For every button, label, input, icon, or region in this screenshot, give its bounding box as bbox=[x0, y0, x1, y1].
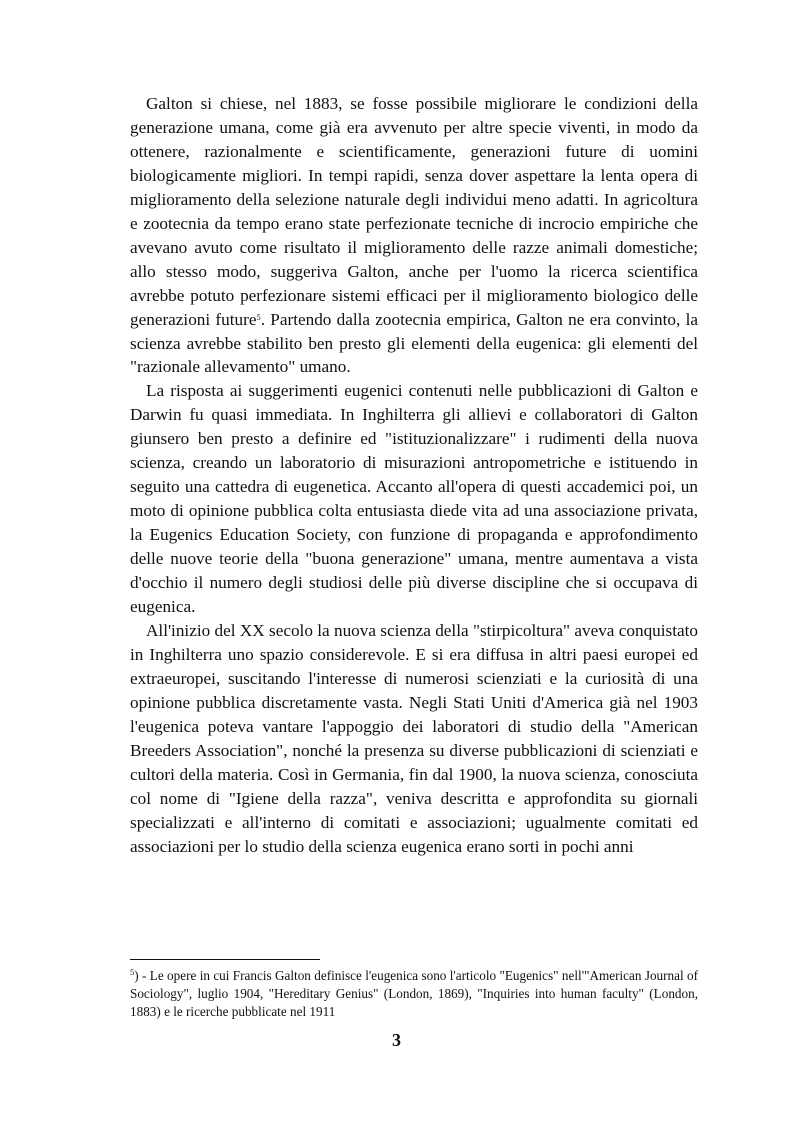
footnote-reference: 5 bbox=[256, 311, 261, 322]
paragraph-1 bbox=[130, 92, 698, 379]
paragraph-3: All'inizio del XX secolo la nuova scienza della "stirpicoltura" aveva conquistato in Inghilterra uno spazio considerevole. E si era diffusa in altri paesi europei ed extraeuropei, suscitando l'interesse di numerosi scienziati e la curiosità di una opinione pubblica discretamente vasta. Negli Stati Uniti d'America già nel 1903 l'eugenica poteva vantare l'appoggio dei laboratori di studio della "American Breeders Association", nonché la presenza su diverse pubblicazioni di scienziati e cultori della materia. Così in Germania, fin dal 1900, la nuova scienza, conosciuta col nome di "Igiene della razza", veniva descritta e approfondita su giornali specializzati e all'interno di comitati e associazioni; ugualmente comitati ed associazioni per lo studio della scienza eugenica erano sorti in pochi anni bbox=[130, 620, 698, 856]
body-text bbox=[130, 92, 698, 859]
page-number: 3 bbox=[392, 1030, 401, 1050]
footnote-mark: 5 bbox=[130, 967, 135, 977]
footnote bbox=[130, 967, 698, 1020]
paragraph-2: La risposta ai suggerimenti eugenici contenuti nelle pubblicazioni di Galton e Darwin fu quasi immediata. In Inghilterra gli allievi e collaboratori di Galton giunsero ben presto a definire ed "istituzionalizzare" i rudimenti della nuova scienza, creando un laboratorio di misurazioni antropometriche e istituendo in seguito una cattedra di eugenetica. Accanto all'opera di questi accademici poi, un moto di opinione pubblica colta entusiasta diede vita ad una associazione privata, la Eugenics Education Society, con funzione di propaganda e approfondimento delle nuove teorie della "buona generazione" umana, mentre aumentava a vista d'occhio il numero degli studiosi delle più diverse discipline che si occupava di eugenica. bbox=[130, 381, 698, 617]
footnote-separator bbox=[130, 959, 320, 960]
footnote-text: ) - Le opere in cui Francis Galton definisce l'eugenica sono l'articolo "Eugenics" nell'"American Journal of Sociology", luglio 1904, "Hereditary Genius" (London, 1869), "Inquiries into human faculty" (London, 1883) e le ricerche pubblicate nel 1911 bbox=[130, 968, 698, 1019]
paragraph-1-text: Galton si chiese, nel 1883, se fosse possibile migliorare le condizioni della generazione umana, come già era avvenuto per altre specie viventi, in modo da ottenere, razionalmente e scientificamente, generazioni future di uomini biologicamente migliori. In tempi rapidi, senza dover aspettare la lenta opera di miglioramento della selezione naturale degli individui meno adatti. In agricoltura e zootecnia da tempo erano state perfezionate tecniche di incrocio empiriche che avevano avuto come risultato il miglioramento delle razze animali domestiche; allo stesso modo, suggeriva Galton, anche per l'uomo la ricerca scientifica avrebbe potuto perfezionare sistemi efficaci per il miglioramento biologico delle generazioni future bbox=[130, 94, 698, 329]
paragraph-1-text-continued: . Partendo dalla zootecnia empirica, Galton ne era convinto, la scienza avrebbe stabilito ben presto gli elementi della eugenica: gli elementi del "razionale allevamento" umano. bbox=[130, 309, 698, 377]
